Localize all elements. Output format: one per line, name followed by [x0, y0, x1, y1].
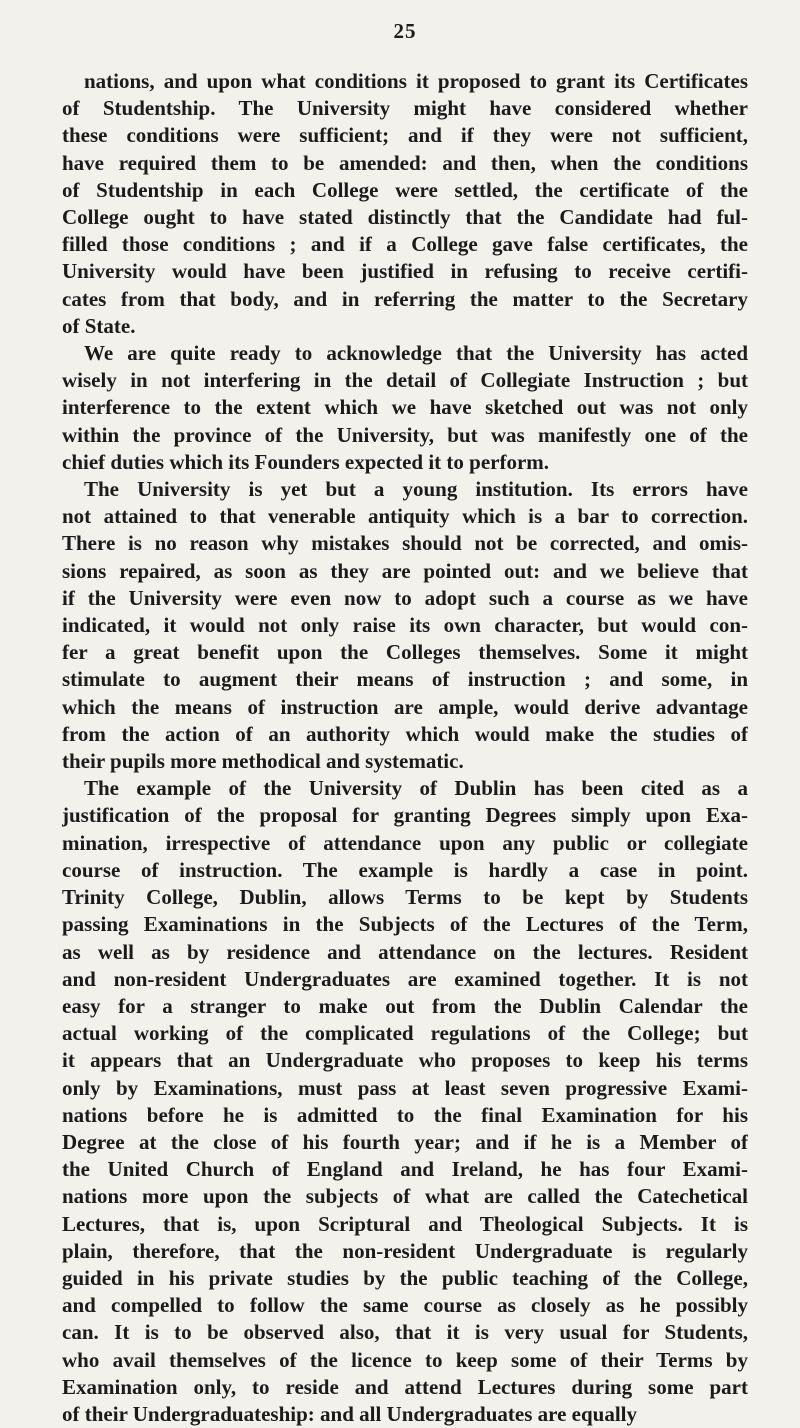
text-line: justification of the proposal for granting Degrees simply upon Exa-	[62, 803, 748, 828]
text-line: it appears that an Undergraduate who proposes to keep his terms	[62, 1048, 748, 1073]
text-line: indicated, it would not only raise its own character, but would con-	[62, 613, 748, 638]
text-line: The University is yet but a young institution. Its errors have	[84, 477, 748, 502]
text-line: filled those conditions ; and if a College gave false certificates, the	[62, 232, 748, 257]
paragraph-2	[62, 340, 748, 476]
text-line: which the means of instruction are ample, would derive advantage	[62, 694, 748, 719]
text-line: fer a great benefit upon the Colleges themselves. Some it might	[62, 640, 748, 665]
text-line: Trinity College, Dublin, allows Terms to be kept by Students	[62, 885, 748, 910]
text-line: interference to the extent which we have sketched out was not only	[62, 395, 748, 420]
text-line: We are quite ready to acknowledge that the University has acted	[84, 341, 748, 366]
text-line: easy for a stranger to make out from the Dublin Calendar the	[62, 993, 748, 1018]
text-line: course of instruction. The example is hardly a case in point.	[62, 857, 748, 882]
text-line: University would have been justified in refusing to receive certifi-	[62, 259, 748, 284]
text-line: their pupils more methodical and systematic.	[62, 749, 464, 774]
text-line: mination, irrespective of attendance upon any public or collegiate	[62, 830, 748, 855]
text-line: if the University were even now to adopt such a course as we have	[62, 585, 748, 610]
text-line: of State.	[62, 313, 136, 338]
text-line: who avail themselves of the licence to keep some of their Terms by	[62, 1347, 748, 1372]
text-line: The example of the University of Dublin has been cited as a	[84, 776, 748, 801]
text-line: the United Church of England and Ireland, he has four Exami-	[62, 1157, 748, 1182]
text-line: from the action of an authority which would make the studies of	[62, 721, 748, 746]
text-line: sions repaired, as soon as they are pointed out: and we believe that	[62, 558, 748, 583]
text-body	[62, 68, 748, 1428]
text-line: of their Undergraduateship: and all Undergraduates are equally	[62, 1401, 637, 1426]
paragraph-1	[62, 68, 748, 340]
text-line: only by Examinations, must pass at least seven progressive Exami-	[62, 1075, 748, 1100]
text-line: stimulate to augment their means of instruction ; and some, in	[62, 667, 748, 692]
text-line: nations more upon the subjects of what are called the Catechetical	[62, 1184, 748, 1209]
text-line: passing Examinations in the Subjects of the Lectures of the Term,	[62, 912, 748, 937]
text-line: plain, therefore, that the non-resident Undergraduate is regularly	[62, 1238, 748, 1263]
text-line: Lectures, that is, upon Scriptural and Theological Subjects. It is	[62, 1211, 748, 1236]
text-line: can. It is to be observed also, that it is very usual for Students,	[62, 1320, 748, 1345]
text-line: of Studentship in each College were settled, the certificate of the	[62, 177, 748, 202]
text-line: Degree at the close of his fourth year; and if he is a Member of	[62, 1129, 748, 1154]
text-line: College ought to have stated distinctly that the Candidate had ful-	[62, 205, 748, 230]
text-line: nations, and upon what conditions it proposed to grant its Certificates	[84, 69, 748, 93]
text-line: have required them to be amended: and then, when the conditions	[62, 150, 748, 175]
text-line: as well as by residence and attendance on the lectures. Resident	[62, 939, 748, 964]
paragraph-4	[62, 775, 748, 1428]
text-line: Examination only, to reside and attend Lectures during some part	[62, 1374, 748, 1399]
text-line: There is no reason why mistakes should not be corrected, and omis-	[62, 531, 748, 556]
text-line: of Studentship. The University might have considered whether	[62, 96, 748, 121]
text-line: and non-resident Undergraduates are examined together. It is not	[62, 966, 748, 991]
text-line: nations before he is admitted to the final Examination for his	[62, 1102, 748, 1127]
text-line: not attained to that venerable antiquity which is a bar to correction.	[62, 504, 748, 529]
text-line: chief duties which its Founders expected it to perform.	[62, 449, 550, 474]
text-line: and compelled to follow the same course as closely as he possibly	[62, 1293, 748, 1318]
text-line: within the province of the University, but was manifestly one of the	[62, 422, 748, 447]
text-line: these conditions were sufficient; and if they were not sufficient,	[62, 123, 748, 148]
text-line: cates from that body, and in referring the matter to the Secretary	[62, 286, 748, 311]
text-line: actual working of the complicated regulations of the College; but	[62, 1021, 748, 1046]
text-line: guided in his private studies by the public teaching of the College,	[62, 1265, 748, 1290]
page-number: 25	[393, 19, 417, 43]
text-line: wisely in not interfering in the detail of Collegiate Instruction ; but	[62, 368, 748, 393]
paragraph-3	[62, 476, 748, 775]
